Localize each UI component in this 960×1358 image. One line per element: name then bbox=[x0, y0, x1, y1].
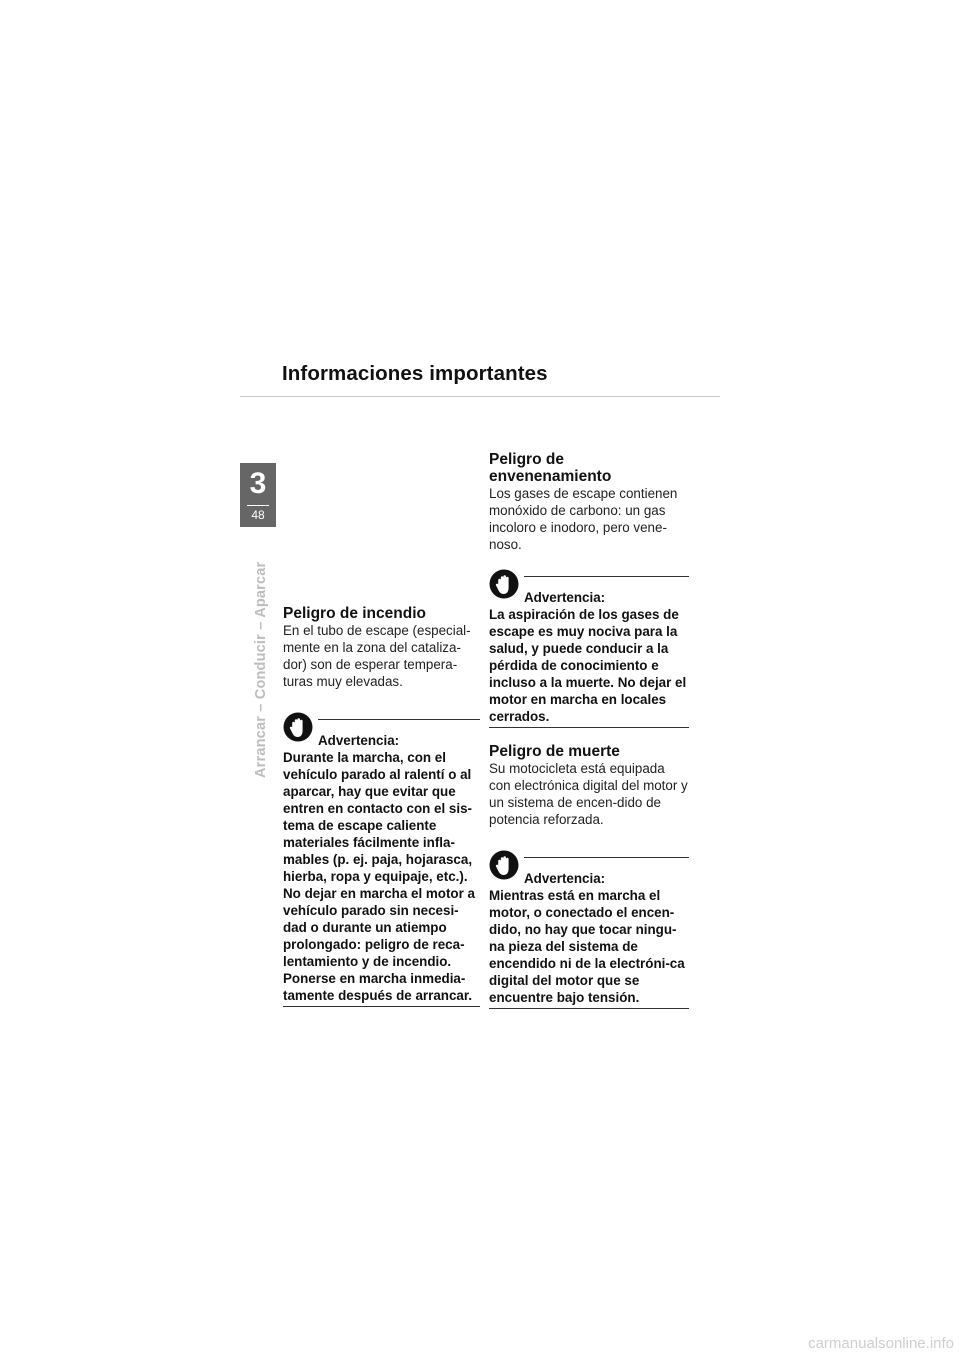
warning-body: Durante la marcha, con el vehículo parado al ralentí o al aparcar, hay que evitar que entren en contacto con el sis-tema de escape caliente materiales fácilmente infla-mables (p. ej. paja, hojarasca, hierba, ropa y equipaje, etc.). No dejar en marcha el motor a vehículo parado sin necesi-dad o durante un atiempo prolongado: peligro de reca-lentamiento y de incendio. Ponerse en marcha inmedia-tamente después de arrancar. bbox=[283, 749, 480, 1007]
chapter-side-label: Arrancar – Conducir – Aparcar bbox=[253, 561, 269, 778]
chapter-tab bbox=[240, 463, 276, 527]
section-heading: Peligro de envenenamiento bbox=[489, 451, 612, 485]
hand-stop-icon bbox=[489, 569, 519, 599]
warning-rule bbox=[318, 719, 480, 720]
warning-body: La aspiración de los gases de escape es muy nociva para la salud, y puede conducir a la pérdida de conocimiento e incluso a la muerte. No dejar el motor en marcha en locales cerrados. bbox=[489, 606, 689, 728]
section-heading: Peligro de muerte bbox=[489, 743, 620, 760]
section-death bbox=[489, 743, 689, 1009]
warning-body: Mientras está en marcha el motor, o conectado el encen-dido, no hay que tocar ningu-na pieza del sistema de encendido ni de la electróni-ca digital del motor que se encuentre bajo tensión. bbox=[489, 887, 689, 1009]
chapter-number: 3 bbox=[249, 467, 267, 500]
warning-rule bbox=[524, 576, 689, 577]
page-number: 48 bbox=[251, 508, 265, 522]
warning-title: Advertencia: bbox=[524, 590, 606, 605]
section-body: Los gases de escape contienen monóxido de carbono: un gas incoloro e inodoro, pero vene-noso. bbox=[489, 486, 678, 552]
section-body: En el tubo de escape (especial-mente en la zona del cataliza-dor) son de esperar tempera-turas muy elevadas. bbox=[283, 623, 471, 689]
page-title: Informaciones importantes bbox=[282, 362, 548, 385]
section-poison bbox=[489, 451, 689, 728]
warning-box bbox=[489, 569, 689, 728]
section-fire bbox=[283, 605, 480, 1007]
chapter-rule bbox=[247, 505, 269, 506]
warning-box bbox=[489, 850, 689, 1009]
header-rule bbox=[240, 396, 720, 397]
warning-box bbox=[283, 712, 480, 1007]
warning-title: Advertencia: bbox=[318, 733, 400, 748]
hand-stop-icon bbox=[489, 850, 519, 880]
section-heading: Peligro de incendio bbox=[283, 605, 426, 622]
hand-stop-icon bbox=[283, 712, 313, 742]
watermark: carmanualsonline.info bbox=[808, 1335, 954, 1352]
warning-rule bbox=[524, 857, 689, 858]
section-body: Su motocicleta está equipada con electrónica digital del motor y un sistema de encen-dido de potencia reforzada. bbox=[489, 761, 688, 827]
warning-title: Advertencia: bbox=[524, 871, 606, 886]
